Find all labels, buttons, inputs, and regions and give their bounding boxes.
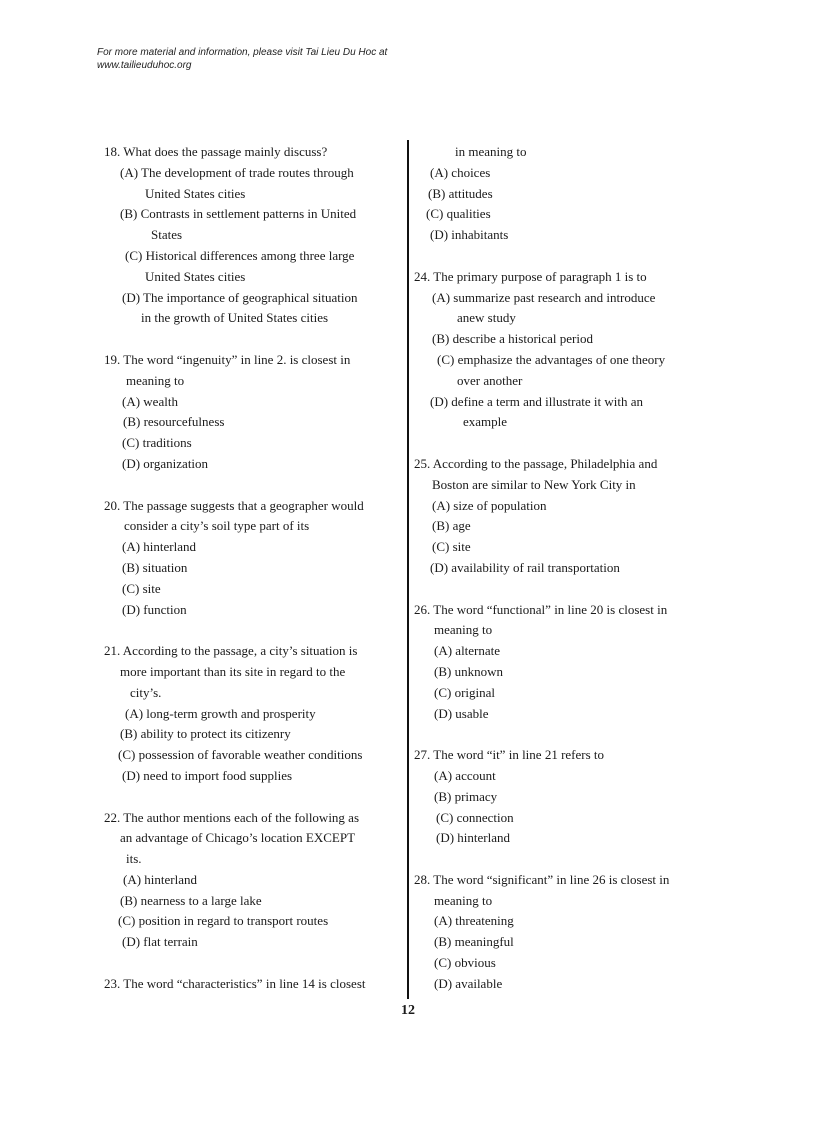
- text-line: an advantage of Chicago’s location EXCEPT: [120, 830, 356, 846]
- text-line: (D) organization: [122, 455, 209, 471]
- text-line: States: [151, 227, 183, 243]
- text-line: 22. The author mentions each of the following as: [104, 809, 360, 825]
- left-column: [104, 142, 404, 995]
- text-line: (D) need to import food supplies: [122, 767, 293, 783]
- text-line: 23. The word “characteristics” in line 14 is closest: [104, 975, 366, 991]
- text-line: (B) resourcefulness: [123, 414, 225, 430]
- text-line: meaning to: [434, 892, 493, 908]
- text-line: meaning to: [434, 622, 493, 638]
- text-line: (C) possession of favorable weather conditions: [118, 747, 363, 763]
- right-column: [414, 142, 714, 995]
- text-line: (C) traditions: [122, 435, 192, 451]
- text-line: 27. The word “it” in line 21 refers to: [414, 747, 605, 763]
- blank-line: [414, 579, 714, 600]
- text-line: (A) wealth: [122, 393, 178, 409]
- text-line: (C) emphasize the advantages of one theory: [437, 351, 666, 367]
- text-line: 19. The word “ingenuity” in line 2. is closest in: [104, 351, 351, 367]
- text-line: (A) hinterland: [123, 871, 198, 887]
- text-line: anew study: [457, 310, 516, 326]
- text-line: United States cities: [145, 268, 246, 284]
- text-line: (B) situation: [122, 559, 188, 575]
- column-divider: [407, 140, 409, 999]
- text-line: (D) flat terrain: [122, 934, 198, 950]
- text-line: (C) site: [432, 539, 471, 555]
- text-line: (A) The development of trade routes through: [120, 164, 354, 180]
- text-line: (A) summarize past research and introduce: [432, 289, 656, 305]
- blank-line: [104, 787, 404, 808]
- text-line: over another: [457, 372, 523, 388]
- text-line: (B) ability to protect its citizenry: [120, 726, 291, 742]
- text-line: city’s.: [130, 684, 162, 700]
- text-line: (A) choices: [430, 164, 491, 180]
- text-line: (A) account: [434, 767, 496, 783]
- text-line: (D) define a term and illustrate it with an: [430, 393, 643, 409]
- text-line: (A) long-term growth and prosperity: [125, 705, 316, 721]
- text-line: (C) site: [122, 580, 161, 596]
- text-line: (C) Historical differences among three large: [125, 247, 355, 263]
- text-line: (A) hinterland: [122, 539, 197, 555]
- text-line: in the growth of United States cities: [141, 310, 329, 326]
- text-line: (A) alternate: [434, 643, 501, 659]
- text-line: (A) size of population: [432, 497, 547, 513]
- text-line: (D) usable: [434, 705, 489, 721]
- blank-line: [104, 475, 404, 496]
- text-line: (D) The importance of geographical situation: [122, 289, 358, 305]
- text-line: (C) position in regard to transport routes: [118, 913, 329, 929]
- text-line: (B) age: [432, 518, 471, 534]
- text-line: (D) hinterland: [436, 830, 511, 846]
- page-number: 12: [401, 1003, 415, 1018]
- text-line: 26. The word “functional” in line 20 is closest in: [414, 601, 668, 617]
- text-line: (B) meaningful: [434, 934, 514, 950]
- blank-line: [414, 433, 714, 454]
- text-line: more important than its site in regard to the: [120, 663, 346, 679]
- text-line: United States cities: [145, 185, 246, 201]
- text-line: example: [463, 414, 508, 430]
- text-line: (C) original: [434, 684, 496, 700]
- text-line: 18. What does the passage mainly discuss?: [104, 144, 328, 159]
- text-line: (B) describe a historical period: [432, 331, 593, 347]
- text-line: (B) primacy: [434, 788, 498, 804]
- text-line: (B) attitudes: [428, 185, 493, 201]
- page-header: [97, 46, 387, 72]
- text-line: its.: [126, 851, 142, 867]
- text-line: 21. According to the passage, a city’s situation is: [104, 643, 358, 659]
- text-line: (C) qualities: [426, 206, 491, 222]
- blank-line: [104, 620, 404, 641]
- blank-line: [414, 724, 714, 745]
- text-line: 24. The primary purpose of paragraph 1 is to: [414, 268, 647, 284]
- text-line: (A) threatening: [434, 913, 514, 929]
- text-line: (B) unknown: [434, 663, 503, 679]
- text-line: Boston are similar to New York City in: [432, 476, 636, 492]
- text-line: (C) connection: [436, 809, 514, 825]
- text-line: (B) Contrasts in settlement patterns in United: [120, 206, 357, 222]
- blank-line: [104, 329, 404, 350]
- text-line: in meaning to: [455, 144, 527, 159]
- text-line: (D) available: [434, 975, 503, 991]
- text-line: 28. The word “significant” in line 26 is closest in: [414, 871, 670, 887]
- text-line: meaning to: [126, 372, 185, 388]
- text-line: 25. According to the passage, Philadelphia and: [414, 455, 658, 471]
- header-line-1: For more material and information, please visit Tai Lieu Du Hoc at: [97, 47, 388, 58]
- blank-line: [104, 953, 404, 974]
- text-line: consider a city’s soil type part of its: [124, 518, 310, 534]
- text-line: (D) function: [122, 601, 187, 617]
- text-line: (D) inhabitants: [430, 227, 509, 243]
- header-url: www.tailieuduhoc.org: [97, 60, 192, 71]
- text-line: 20. The passage suggests that a geographer would: [104, 497, 364, 513]
- blank-line: [414, 246, 714, 267]
- text-line: (D) availability of rail transportation: [430, 559, 620, 575]
- text-line: (C) obvious: [434, 955, 496, 971]
- blank-line: [414, 849, 714, 870]
- text-line: (B) nearness to a large lake: [120, 892, 262, 908]
